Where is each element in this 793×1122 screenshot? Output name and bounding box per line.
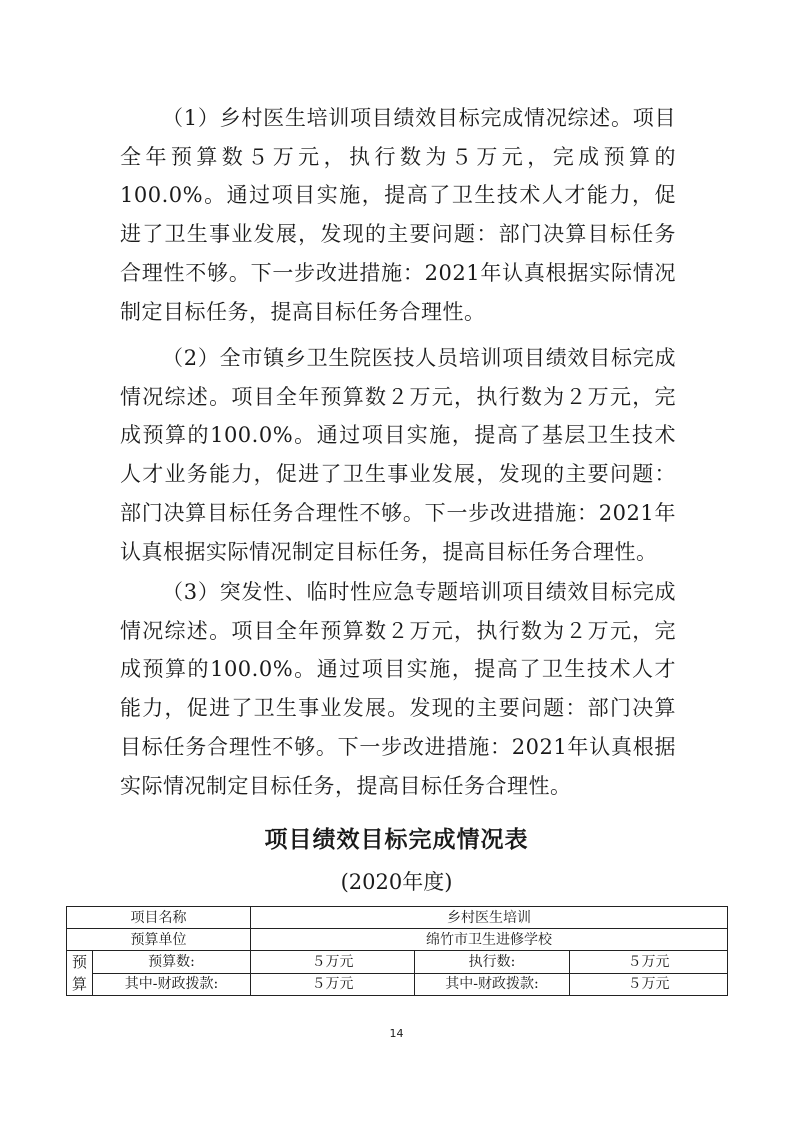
- paragraph-emergency-training: （3）突发性、临时性应急专题培训项目绩效目标完成情况综述。项目全年预算数２万元，执行数为２万元，完成预算的100.0%。通过项目实施，提高了卫生技术人才能力，促进了卫生事业发展。发现的主要问题：部门决算目标任务合理性不够。下一步改进措施：2021年认真根据实际情况制定目标任务，提高目标任务合理性。: [120, 580, 676, 798]
- performance-table: [66, 906, 728, 996]
- budget-unit-label: 预算单位: [67, 929, 251, 951]
- table-row: [67, 973, 728, 996]
- budget-amount-value: ５万元: [251, 951, 415, 974]
- table-row: [67, 929, 728, 951]
- project-name-value: 乡村医生培训: [251, 907, 728, 929]
- executed-value: ５万元: [570, 951, 728, 974]
- table-row: [67, 907, 728, 929]
- table-row: [67, 951, 728, 974]
- fiscal-executed-value: ５万元: [570, 973, 728, 996]
- table-year: (2020年度): [340, 870, 453, 894]
- budget-side-label: 预算: [67, 951, 93, 996]
- paragraph-township-hospital-training: （2）全市镇乡卫生院医技人员培训项目绩效目标完成情况综述。项目全年预算数２万元，执行数为２万元，完成预算的100.0%。通过项目实施，提高了基层卫生技术人才业务能力，促进了卫生事业发展，发现的主要问题：部门决算目标任务合理性不够。下一步改进措施：2021年认真根据实际情况制定目标任务，提高目标任务合理性。: [120, 346, 676, 564]
- project-name-label: 项目名称: [67, 907, 251, 929]
- table-title: 项目绩效目标完成情况表: [264, 827, 529, 853]
- budget-unit-value: 绵竹市卫生进修学校: [251, 929, 728, 951]
- page-number: 14: [389, 1027, 404, 1040]
- executed-label: 执行数:: [415, 951, 570, 974]
- budget-amount-label: 预算数:: [93, 951, 251, 974]
- fiscal-allocation-label: 其中-财政拨款:: [93, 973, 251, 996]
- fiscal-allocation-value: ５万元: [251, 973, 415, 996]
- fiscal-executed-label: 其中-财政拨款:: [415, 973, 570, 996]
- paragraph-village-doctor-training: （1）乡村医生培训项目绩效目标完成情况综述。项目全年预算数５万元，执行数为５万元，完成预算的100.0%。通过项目实施，提高了卫生技术人才能力，促进了卫生事业发展，发现的主要问题：部门决算目标任务合理性不够。下一步改进措施：2021年认真根据实际情况制定目标任务，提高目标任务合理性。: [120, 106, 676, 324]
